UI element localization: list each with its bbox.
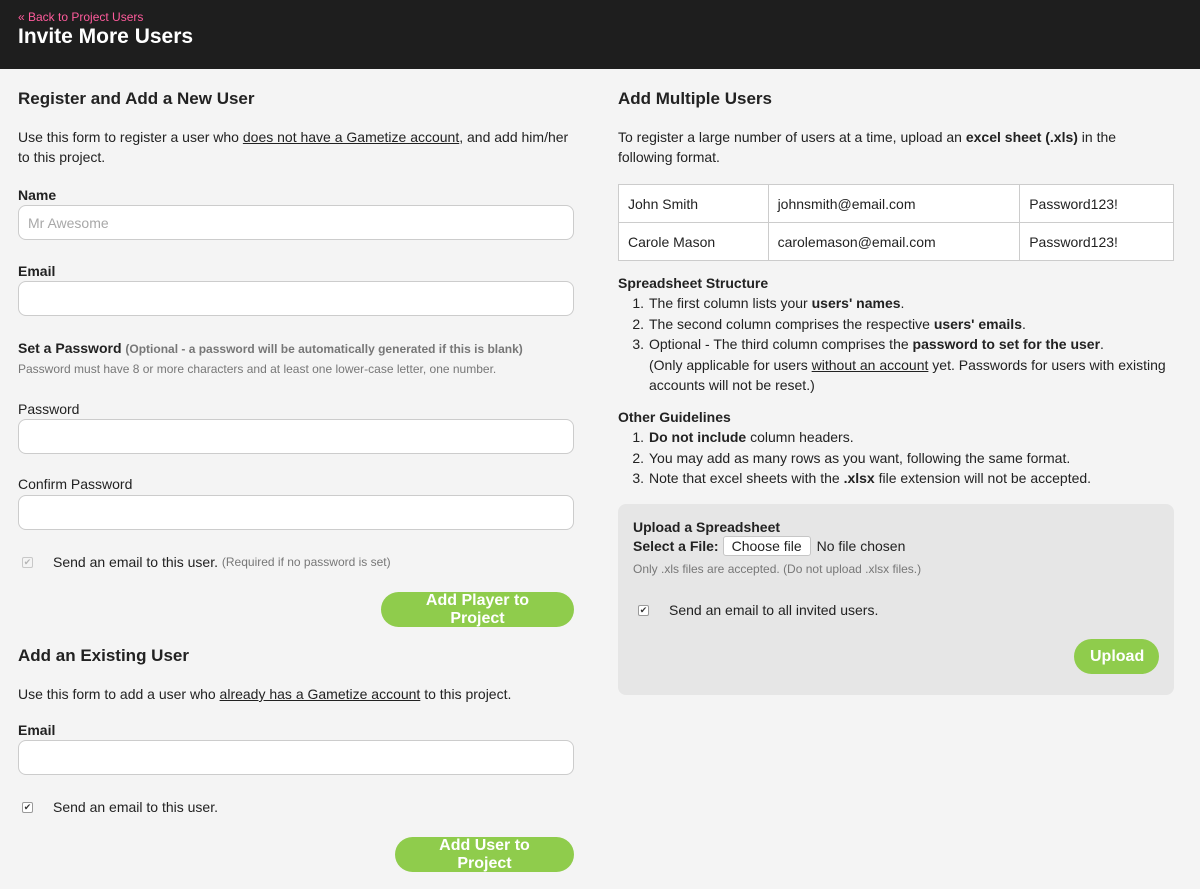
multiple-desc-text: To register a large number of users at a time, upload an: [618, 129, 966, 145]
spreadsheet-structure-heading: Spreadsheet Structure: [618, 275, 769, 291]
multiple-desc-text-end: in the following format.: [618, 129, 1117, 165]
upload-button[interactable]: Upload: [1074, 639, 1159, 674]
list-text-end: .: [900, 295, 905, 311]
list-bold: users' names: [811, 295, 901, 311]
existing-user-description: [18, 684, 574, 704]
email-input[interactable]: [18, 281, 574, 316]
upload-heading: Upload a Spreadsheet: [633, 519, 781, 535]
password-label: Password: [18, 401, 80, 417]
file-status: No file chosen: [816, 538, 906, 554]
confirm-password-label: Confirm Password: [18, 476, 133, 492]
send-all-email-label: Send an email to all invited users.: [669, 602, 879, 618]
set-password-label: Set a Password: [18, 340, 122, 356]
existing-send-email-row: [18, 799, 218, 815]
list-number: 1.: [632, 429, 644, 445]
check-icon: ✔: [23, 801, 32, 812]
password-input[interactable]: [18, 419, 574, 454]
register-send-email-checkbox[interactable]: [22, 557, 33, 568]
register-desc-text: Use this form to register a user who: [18, 129, 243, 145]
list-text-end: .: [1100, 336, 1104, 352]
existing-desc-text: Use this form to add a user who: [18, 686, 220, 702]
set-password-heading: [18, 340, 574, 356]
list-text: Optional - The third column comprises the: [649, 336, 913, 352]
table-cell-email: johnsmith@email.com: [768, 185, 1020, 223]
page-header: [0, 0, 1200, 69]
list-number: 3.: [632, 336, 644, 352]
send-email-required-note: (Required if no password is set): [221, 555, 391, 569]
back-to-project-users-link[interactable]: « Back to Project Users: [18, 10, 144, 24]
register-send-email-label: Send an email to this user.: [53, 554, 218, 570]
existing-send-email-label: Send an email to this user.: [53, 799, 218, 815]
register-desc-text-end: , and add him/her to this project.: [18, 129, 569, 165]
upload-spreadsheet-panel: [618, 504, 1174, 695]
existing-email-label: Email: [18, 722, 56, 738]
send-all-email-row: [634, 602, 878, 618]
table-cell-password: Password123!: [1020, 223, 1174, 261]
existing-desc-text-end: to this project.: [420, 686, 512, 702]
multiple-users-description: [618, 127, 1174, 167]
existing-user-heading: Add an Existing User: [18, 646, 189, 665]
list-text: Note that excel sheets with the: [649, 470, 844, 486]
list-text-end: column headers.: [746, 429, 854, 445]
select-file-label: Select a File:: [633, 538, 719, 554]
register-description: [18, 127, 574, 167]
other-guidelines-list: [618, 427, 1174, 489]
confirm-password-input[interactable]: [18, 495, 574, 530]
structure-note-text-end: yet. Passwords for users with existing accounts will not be reset.): [649, 356, 1166, 393]
name-label: Name: [18, 187, 57, 203]
table-cell-email: carolemason@email.com: [768, 223, 1020, 261]
main-content: [0, 69, 1200, 889]
table-cell-password: Password123!: [1020, 185, 1174, 223]
without-account-emphasis: without an account: [811, 356, 929, 373]
list-item: [618, 448, 1174, 469]
set-password-optional-note: (Optional - a password will be automatically generated if this is blank): [125, 342, 523, 356]
existing-send-email-checkbox[interactable]: [22, 802, 33, 813]
list-bold: .xlsx: [843, 470, 875, 486]
list-item: [618, 468, 1174, 489]
name-input[interactable]: [18, 205, 574, 240]
list-item: [618, 334, 1174, 396]
sample-format-table: [618, 184, 1174, 261]
structure-note-text: (Only applicable for users: [649, 356, 812, 373]
list-number: 2.: [632, 449, 644, 466]
table-row: [619, 223, 1174, 261]
check-icon: ✔: [639, 604, 648, 615]
other-guidelines-heading: Other Guidelines: [618, 409, 731, 425]
check-icon: ✔: [23, 556, 32, 567]
list-text: You may add as many rows as you want, following the same format.: [649, 449, 1071, 466]
table-cell-name: Carole Mason: [619, 223, 769, 261]
list-item: [618, 427, 1174, 448]
multiple-users-heading: Add Multiple Users: [618, 89, 772, 108]
choose-file-button[interactable]: Choose file: [723, 536, 811, 556]
register-heading: Register and Add a New User: [18, 89, 255, 108]
list-text: The second column comprises the respective: [649, 315, 934, 332]
list-bold: users' emails: [933, 315, 1022, 332]
has-account-emphasis: already has a Gametize account: [219, 686, 421, 702]
spreadsheet-structure-list: [618, 293, 1174, 396]
send-all-email-checkbox[interactable]: [638, 605, 649, 616]
list-number: 1.: [632, 295, 644, 311]
list-text-end: .: [1021, 315, 1026, 332]
add-player-to-project-button[interactable]: Add Player to Project: [381, 592, 574, 627]
no-account-emphasis: does not have a Gametize account: [242, 129, 460, 145]
register-send-email-row: [18, 554, 391, 570]
add-user-to-project-button[interactable]: Add User to Project: [395, 837, 574, 872]
list-number: 3.: [632, 470, 644, 486]
list-number: 2.: [632, 315, 644, 332]
list-text: The first column lists your: [649, 295, 812, 311]
list-item: [618, 293, 1174, 314]
table-cell-name: John Smith: [619, 185, 769, 223]
list-bold: password to set for the user: [912, 336, 1101, 352]
list-bold: Do not include: [649, 429, 747, 445]
table-row: [619, 185, 1174, 223]
list-text-end: file extension will not be accepted.: [874, 470, 1092, 486]
xls-format-emphasis: excel sheet (.xls): [965, 129, 1078, 145]
file-select-row: [633, 536, 905, 556]
existing-email-input[interactable]: [18, 740, 574, 775]
password-rules: Password must have 8 or more characters and at least one lower-case letter, one number.: [18, 362, 497, 376]
upload-note: Only .xls files are accepted. (Do not upload .xlsx files.): [633, 562, 922, 576]
page-title: Invite More Users: [18, 25, 194, 48]
email-label: Email: [18, 263, 56, 279]
list-item: [618, 314, 1174, 335]
